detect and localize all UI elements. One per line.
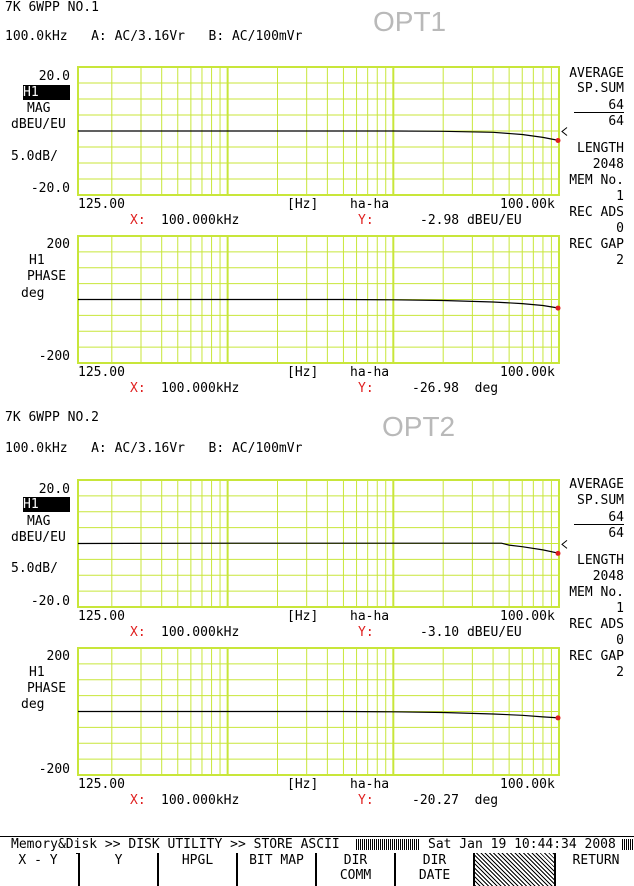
reference-arrow (562, 540, 567, 548)
p1-mag-plot (78, 67, 559, 195)
p1-phase-xmode: ha-ha (350, 365, 390, 380)
p1-mag-mode: MAG (27, 101, 51, 116)
p1-mem-value: 1 (616, 189, 624, 204)
p1-length-value: 2048 (592, 157, 624, 172)
p2-mag-ybottom: -20.0 (30, 594, 70, 609)
p2-mag-func: H1 (23, 497, 70, 512)
fkey-xy-label: X - Y (18, 853, 58, 868)
p1-count-den: 64 (608, 114, 624, 129)
p2-mag-xend: 100.00k (500, 609, 555, 624)
data-series-line (78, 300, 559, 309)
p1-mag-scale: 5.0dB/ (11, 149, 58, 164)
p1-phase-cursor-x-value: 100.000kHz (161, 381, 240, 396)
status-datetime: Sat Jan 19 10:44:34 2008 (428, 837, 616, 852)
p2-count-den: 64 (608, 526, 624, 541)
p2-recgap-value: 2 (616, 665, 624, 680)
p2-phase-xunit: [Hz] (287, 777, 319, 792)
p2-mag-mode: MAG (27, 514, 51, 529)
p1-recads-value: 0 (616, 221, 624, 236)
status-fill-pattern (356, 839, 420, 850)
fkey-y[interactable] (78, 853, 157, 886)
fkey-dir-comm[interactable] (315, 853, 394, 886)
fkey-dir-comm-label2: COMM (339, 868, 372, 883)
p2-average: AVERAGE (569, 477, 624, 492)
p2-length-label: LENGTH (577, 553, 624, 568)
p2-mag-xstart: 125.00 (78, 609, 125, 624)
cursor-marker (556, 715, 561, 720)
data-series-line (78, 712, 559, 718)
p2-mag-scale: 5.0dB/ (11, 561, 58, 576)
function-key-bar (0, 853, 634, 886)
fkey-dir-comm-label: DIR (343, 853, 368, 868)
p1-phase-cursor-x-label: X: (130, 381, 146, 396)
fkey-dir-date[interactable] (394, 853, 473, 886)
p2-phase-ybottom: -200 (38, 762, 70, 777)
cursor-marker (556, 306, 561, 311)
p1-mag-cursor-x-label: X: (130, 213, 146, 228)
p1-phase-unit: deg (21, 286, 45, 301)
p1-mag-func: H1 (23, 85, 70, 100)
p2-mag-cursor-y-value: -3.10 dBEU/EU (420, 625, 522, 640)
panel1-title: 7K 6WPP NO.1 (5, 0, 99, 15)
p1-phase-cursor-y-label: Y: (358, 381, 374, 396)
fkey-y-label: Y (114, 853, 123, 868)
p1-mag-xmode: ha-ha (350, 197, 390, 212)
p1-phase-mode: PHASE (27, 269, 67, 284)
data-series-line (78, 131, 559, 141)
fkey-return-label: RETURN (572, 853, 620, 868)
fkey-dir-date-label: DIR (422, 853, 447, 868)
fkey-xy[interactable] (0, 853, 76, 886)
p1-average: AVERAGE (569, 66, 624, 81)
panel2-title: 7K 6WPP NO.2 (5, 410, 99, 425)
p2-mag-xunit: [Hz] (287, 609, 319, 624)
p1-phase-xstart: 125.00 (78, 365, 125, 380)
p2-recads-label: REC ADS (569, 617, 624, 632)
p1-phase-xunit: [Hz] (287, 365, 319, 380)
status-fill-pattern-end (622, 839, 634, 850)
p1-mag-unit: dBEU/EU (11, 117, 66, 132)
p1-mag-xend: 100.00k (500, 197, 555, 212)
p2-mem-label: MEM No. (569, 585, 624, 600)
p2-phase-xstart: 125.00 (78, 777, 125, 792)
p1-mag-xstart: 125.00 (78, 197, 125, 212)
fkey-blank[interactable] (473, 853, 554, 886)
p2-recads-value: 0 (616, 633, 624, 648)
p2-mag-ytop: 20.0 (38, 482, 70, 497)
p1-mag-xunit: [Hz] (287, 197, 319, 212)
p1-phase-func: H1 (29, 253, 45, 268)
fkey-dir-date-label2: DATE (418, 868, 451, 883)
p2-phase-plot (78, 648, 559, 775)
p2-phase-cursor-x-value: 100.000kHz (161, 793, 240, 808)
p1-mag-ybottom: -20.0 (30, 181, 70, 196)
p2-count-num: 64 (608, 510, 624, 525)
p2-mag-cursor-x-label: X: (130, 625, 146, 640)
p2-phase-cursor-y-label: Y: (358, 793, 374, 808)
p2-spsum: SP.SUM (577, 493, 624, 508)
p2-phase-cursor-y-value: -20.27 deg (412, 793, 499, 808)
fkey-hpgl[interactable] (157, 853, 236, 886)
p2-phase-xmode: ha-ha (350, 777, 390, 792)
fkey-return[interactable] (554, 853, 634, 886)
p2-recgap-label: REC GAP (569, 649, 624, 664)
fkey-bitmap-label: BIT MAP (249, 853, 304, 868)
p2-mag-cursor-x-value: 100.000kHz (161, 625, 240, 640)
p1-phase-cursor-y-value: -26.98 deg (412, 381, 499, 396)
p2-mag-xmode: ha-ha (350, 609, 390, 624)
p1-phase-ybottom: -200 (38, 349, 70, 364)
p1-recads-label: REC ADS (569, 205, 624, 220)
p1-mag-cursor-x-value: 100.000kHz (161, 213, 240, 228)
p2-phase-unit: deg (21, 697, 45, 712)
p2-phase-mode: PHASE (27, 681, 67, 696)
p1-spsum: SP.SUM (577, 81, 624, 96)
status-path: Memory&Disk >> DISK UTILITY >> STORE ASCII (11, 837, 340, 852)
panel2-watermark: OPT2 (382, 411, 456, 442)
p2-phase-cursor-x-label: X: (130, 793, 146, 808)
p2-phase-xend: 100.00k (500, 777, 555, 792)
p1-recgap-label: REC GAP (569, 237, 624, 252)
panel1-range-info: 100.0kHz A: AC/3.16Vr B: AC/100mVr (5, 29, 303, 44)
fkey-hpgl-label: HPGL (181, 853, 214, 868)
p1-length-label: LENGTH (577, 141, 624, 156)
p2-phase-ytop: 200 (46, 649, 70, 664)
p1-recgap-value: 2 (616, 253, 624, 268)
p2-count-divider (574, 524, 624, 525)
p2-phase-func: H1 (29, 665, 45, 680)
p2-mem-value: 1 (616, 601, 624, 616)
p2-mag-cursor-y-label: Y: (358, 625, 374, 640)
p2-mag-plot (78, 480, 559, 607)
panel1-watermark: OPT1 (373, 6, 447, 37)
status-bar (0, 836, 634, 854)
p1-mem-label: MEM No. (569, 173, 624, 188)
p1-phase-plot (78, 236, 559, 363)
p1-count-num: 64 (608, 98, 624, 113)
fkey-bitmap[interactable] (236, 853, 315, 886)
panel2-range-info: 100.0kHz A: AC/3.16Vr B: AC/100mVr (5, 441, 303, 456)
p2-mag-unit: dBEU/EU (11, 530, 66, 545)
p1-phase-xend: 100.00k (500, 365, 555, 380)
p2-length-value: 2048 (592, 569, 624, 584)
p1-phase-ytop: 200 (46, 237, 70, 252)
p1-mag-cursor-y-label: Y: (358, 213, 374, 228)
p1-mag-cursor-y-value: -2.98 dBEU/EU (420, 213, 522, 228)
p1-count-divider (574, 112, 624, 113)
data-series-line (78, 543, 559, 553)
p1-mag-ytop: 20.0 (38, 69, 70, 84)
